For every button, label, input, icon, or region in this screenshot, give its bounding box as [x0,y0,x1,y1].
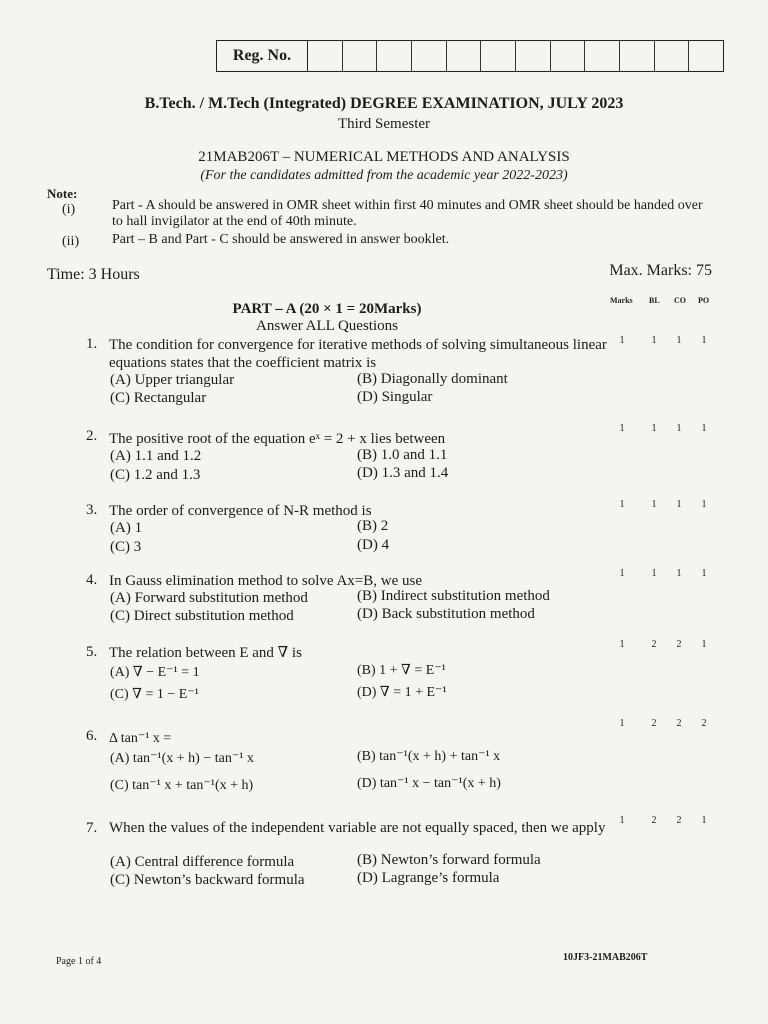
option: (C) ∇ = 1 − E⁻¹ [110,687,199,702]
marks-value: 1 [619,568,625,579]
option: (B) Newton’s forward formula [357,852,541,868]
question-number: 5. [86,644,98,660]
option: (D) Lagrange’s formula [357,870,500,886]
col-header-po: PO [698,296,710,305]
bl-value: 2 [651,639,657,650]
bl-value: 2 [651,718,657,729]
option: (C) tan⁻¹ x + tan⁻¹(x + h) [110,778,254,793]
po-value: 1 [701,568,707,579]
option: (A) tan⁻¹(x + h) − tan⁻¹ x [110,751,254,766]
co-value: 1 [676,335,682,346]
question-number: 3. [86,502,98,518]
question-text: When the values of the independent variable are not equally spaced, then we apply [109,820,606,836]
option: (B) tan⁻¹(x + h) + tan⁻¹ x [357,749,501,764]
co-value: 1 [676,499,682,510]
reg-no-cell [343,41,378,71]
note-heading: Note: [47,186,78,201]
question-text: In Gauss elimination method to solve Ax=B, we use [109,573,423,589]
po-value: 1 [701,815,707,826]
option: (D) tan⁻¹ x − tan⁻¹(x + h) [357,776,501,791]
bl-value: 1 [651,499,657,510]
option: (B) 1.0 and 1.1 [357,447,448,463]
question-number: 2. [86,428,98,444]
option: (D) Singular [357,389,433,405]
reg-no-cell [308,41,343,71]
part-a-instruction: Answer ALL Questions [256,318,398,334]
option: (C) Rectangular [110,390,207,406]
option: (D) Back substitution method [357,606,535,622]
reg-no-cell [689,41,723,71]
question-number: 4. [86,572,98,588]
marks-value: 1 [619,815,625,826]
note-num: (i) [62,202,76,217]
option: (C) 3 [110,539,142,555]
note-text: Part - A should be answered in OMR sheet within first 40 minutes and OMR sheet should be handed over to hall invigilator at the end of 40th minute. [112,198,703,229]
reg-no-cell [447,41,482,71]
reg-no-box [216,40,724,72]
option: (A) 1 [110,520,143,536]
marks-value: 1 [619,499,625,510]
question-text: The relation between E and ∇ is [109,645,302,661]
note-num: (ii) [62,234,80,249]
reg-no-label: Reg. No. [217,41,308,71]
bl-value: 1 [651,335,657,346]
option: (C) Direct substitution method [110,608,294,624]
course-note: (For the candidates admitted from the academic year 2022-2023) [200,168,568,183]
option: (A) ∇ − E⁻¹ = 1 [110,665,200,680]
co-value: 1 [676,568,682,579]
co-value: 2 [676,815,682,826]
option: (D) 4 [357,537,390,553]
semester: Third Semester [337,116,431,132]
po-value: 1 [701,335,707,346]
part-a-title: PART – A (20 × 1 = 20Marks) [232,301,422,317]
question-number: 7. [86,820,98,836]
reg-no-cell [377,41,412,71]
exam-time: Time: 3 Hours [47,266,140,283]
option: (D) ∇ = 1 + E⁻¹ [357,685,447,700]
marks-value: 1 [619,639,625,650]
question-text: The condition for convergence for iterative methods of solving simultaneous linear equations states that the coefficient matrix is [109,337,607,371]
option: (C) 1.2 and 1.3 [110,467,201,483]
marks-value: 1 [619,335,625,346]
co-value: 1 [676,423,682,434]
page-number: Page 1 of 4 [56,956,102,967]
paper-code: 10JF3-21MAB206T [563,952,648,963]
option: (B) 1 + ∇ = E⁻¹ [357,663,446,678]
question-text: Δ tan⁻¹ x = [109,731,172,746]
col-header-marks: Marks [610,296,633,305]
question-number: 1. [86,336,98,352]
co-value: 2 [676,718,682,729]
bl-value: 2 [651,815,657,826]
option: (A) Forward substitution method [110,590,308,606]
reg-no-cell [655,41,690,71]
question-text: The positive root of the equation eˣ = 2 + x lies between [109,431,446,447]
option: (B) Diagonally dominant [357,371,508,387]
question-number: 6. [86,728,98,744]
option: (A) Central difference formula [110,854,295,870]
reg-no-cell [412,41,447,71]
reg-no-cell [620,41,655,71]
note-text: Part – B and Part - C should be answered in answer booklet. [112,232,450,247]
question-text: The order of convergence of N-R method is [109,503,372,519]
marks-value: 1 [619,423,625,434]
option: (A) 1.1 and 1.2 [110,448,202,464]
col-header-co: CO [674,296,686,305]
course-title: 21MAB206T – NUMERICAL METHODS AND ANALYSIS [198,149,570,165]
option: (B) Indirect substitution method [357,588,550,604]
po-value: 1 [701,499,707,510]
max-marks: Max. Marks: 75 [609,262,712,279]
po-value: 1 [701,423,707,434]
col-header-bl: BL [649,296,660,305]
reg-no-cell [551,41,586,71]
option: (C) Newton’s backward formula [110,872,305,888]
reg-no-cell [481,41,516,71]
option: (A) Upper triangular [110,372,235,388]
option: (B) 2 [357,518,389,534]
marks-value: 1 [619,718,625,729]
bl-value: 1 [651,568,657,579]
po-value: 2 [701,718,707,729]
exam-title: B.Tech. / M.Tech (Integrated) DEGREE EXAMINATION, JULY 2023 [144,95,624,112]
bl-value: 1 [651,423,657,434]
reg-no-cell [516,41,551,71]
option: (D) 1.3 and 1.4 [357,465,449,481]
reg-no-cell [585,41,620,71]
po-value: 1 [701,639,707,650]
co-value: 2 [676,639,682,650]
